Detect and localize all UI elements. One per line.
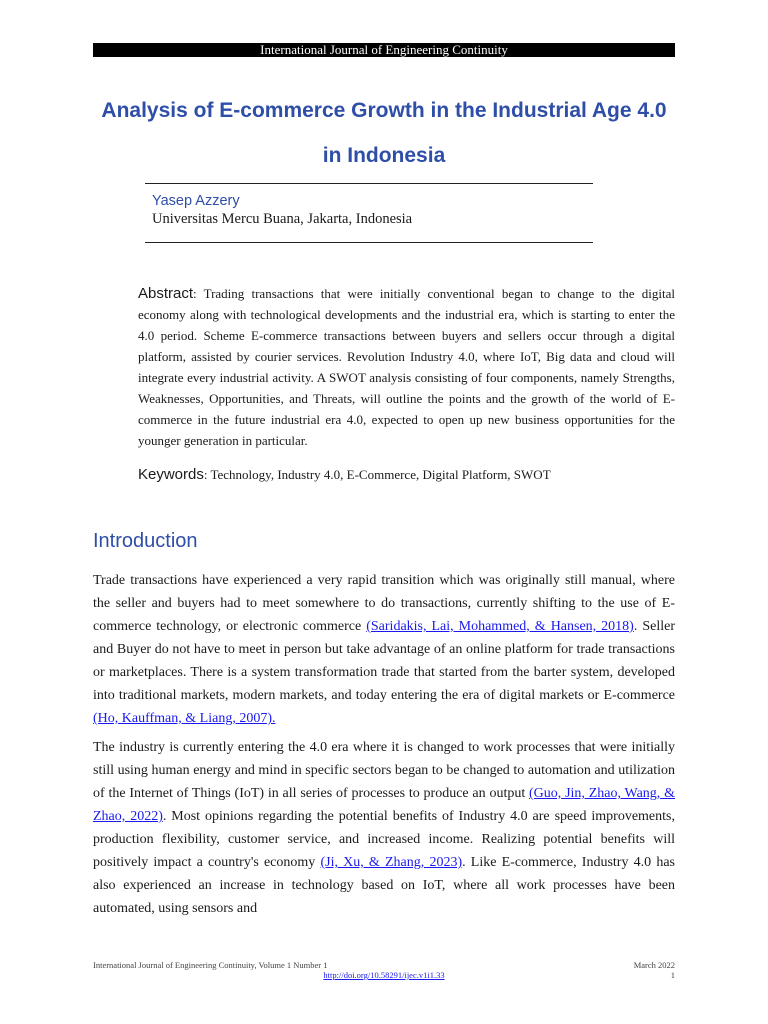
footer-journal-info: International Journal of Engineering Continuity, Volume 1 Number 1 <box>93 960 328 970</box>
keywords <box>138 466 675 483</box>
paper-title: Analysis of E-commerce Growth in the Industrial Age 4.0 in Indonesia <box>101 99 667 167</box>
p2-text-3: . Like E-commerce, Industry 4.0 has also experienced an increase in technology based on IoT, where all work processes have been automated, using sensors and <box>93 855 675 916</box>
citation-link[interactable]: (Ho, Kauffman, & Liang, 2007). <box>93 711 276 726</box>
journal-banner: International Journal of Engineering Continuity <box>93 43 675 57</box>
page-number: 1 <box>670 970 675 980</box>
author-divider-bottom <box>145 242 593 243</box>
p2-text-1: The industry is currently entering the 4.0 era where it is changed to work processes that were initially still using human energy and mind in specific sectors began to be changed to automation and utilization of the Internet of Things (IoT) in all series of processes to produce an output <box>93 740 675 801</box>
author-divider-top <box>145 183 593 184</box>
doi-link[interactable]: http://doi.org/10.58291/ijec.v1i1.33 <box>323 970 445 980</box>
citation-link[interactable]: (Ji, Xu, & Zhang, 2023) <box>320 855 463 870</box>
footer-doi <box>0 970 768 980</box>
p1-text-2: . Seller and Buyer do not have to meet in person but take advantage of an online platform for trade transactions or marketplaces. There is a system transformation trade that started from the barter system, developed into traditional markets, modern markets, and today entering the era of digital markets or E-commerce <box>93 619 675 703</box>
author-affiliation: Universitas Mercu Buana, Jakarta, Indonesia <box>152 211 413 227</box>
section-heading-introduction: Introduction <box>93 530 198 552</box>
abstract <box>138 283 675 451</box>
intro-paragraph-1 <box>93 569 675 730</box>
intro-paragraph-2 <box>93 736 675 920</box>
keywords-text: : Technology, Industry 4.0, E-Commerce, Digital Platform, SWOT <box>203 467 551 482</box>
abstract-text: : Trading transactions that were initially conventional began to change to the digital economy along with technological developments and the industrial era, which is starting to enter the 4.0 period. Scheme E-commerce transactions between buyers and sellers occur through a digital platform, assisted by courier services. Revolution Industry 4.0, where IoT, Big data and cloud will integrate every industrial activity. A SWOT analysis consisting of four components, namely Strengths, Weaknesses, Opportunities, and Threats, will outline the points and the growth of the world of E-commerce in the future industrial era 4.0, expected to open up new business opportunities for the younger generation in particular. <box>138 286 675 448</box>
p2-text-2: . Most opinions regarding the potential benefits of Industry 4.0 are speed improvements, production flexibility, customer service, and increased income. Realizing potential benefits will positively impact a country's economy <box>93 809 675 870</box>
keywords-label: Keywords <box>138 466 204 483</box>
author-name: Yasep Azzery <box>152 193 240 209</box>
p1-text-1: Trade transactions have experienced a very rapid transition which was originally still manual, where the seller and buyers had to meet somewhere to do transactions, currently shifting to the use of E-commerce technology, or electronic commerce <box>93 573 675 634</box>
citation-link[interactable]: (Saridakis, Lai, Mohammed, & Hansen, 2018) <box>366 619 634 634</box>
abstract-label: Abstract <box>138 285 194 302</box>
citation-link[interactable]: (Guo, Jin, Zhao, Wang, & Zhao, 2022) <box>93 786 675 824</box>
footer-date: March 2022 <box>633 960 675 970</box>
